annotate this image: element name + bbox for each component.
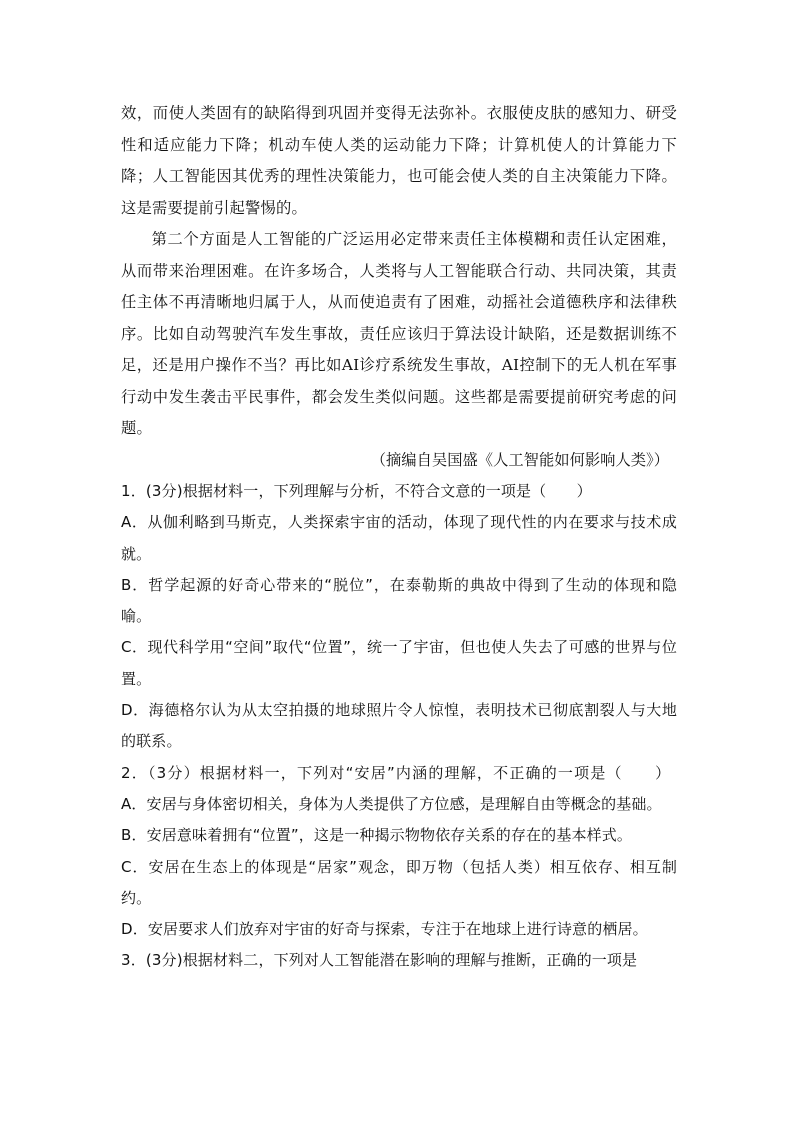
page-content xyxy=(121,98,677,977)
passage-paragraph-2: 第二个方面是人工智能的广泛运用必定带来责任主体模糊和责任认定困难，从而带来治理困难。在许多场合，人类将与人工智能联合行动、共同决策，其责任主体不再清晰地归属于人，从而使追责有了困难，动摇社会道德秩序和法律秩序。比如自动驾驶汽车发生事故，责任应该归于算法设计缺陷，还是数据训练不足，还是用户操作不当？再比如AI诊疗系统发生事故，AI控制下的无人机在军事行动中发生袭击平民事件，都会发生类似问题。这些都是需要提前研究考虑的问题。 xyxy=(121,230,677,437)
question-3 xyxy=(121,945,677,976)
option-d: D．海德格尔认为从太空拍摄的地球照片令人惊惶，表明技术已彻底割裂人与大地的联系。 xyxy=(121,701,677,751)
question-1 xyxy=(121,476,677,758)
option-b: B．安居意味着拥有“位置”，这是一种揭示物物依存关系的存在的基本样式。 xyxy=(121,826,633,845)
option-d: D．安居要求人们放弃对宇宙的好奇与探索，专注于在地球上进行诗意的栖居。 xyxy=(121,920,648,939)
question-stem: 1．(3分)根据材料一，下列理解与分析，不符合文意的一项是（ ） xyxy=(121,482,592,500)
option-c: C．现代科学用“空间”取代“位置”，统一了宇宙，但也使人失去了可感的世界与位置。 xyxy=(121,638,677,688)
option-b: B．哲学起源的好奇心带来的“脱位”，在泰勒斯的典故中得到了生动的体现和隐喻。 xyxy=(121,575,677,626)
question-stem: 3．(3分)根据材料二，下列对人工智能潜在影响的理解与推断，正确的一项是 xyxy=(121,951,638,970)
option-a: A．从伽利略到马斯克，人类探索宇宙的活动，体现了现代性的内在要求与技术成就。 xyxy=(121,513,677,563)
passage-paragraph-1-tail: 效，而使人类固有的缺陷得到巩固并变得无法弥补。衣服使皮肤的感知力、研受性和适应能力下降；机动车使人类的运动能力下降；计算机使人的计算能力下降；人工智能因其优秀的理性决策能力，也可能会使人类的自主决策能力下降。这是需要提前引起警惕的。 xyxy=(121,104,677,217)
option-c: C．安居在生态上的体现是“居家”观念，即万物（包括人类）相互依存、相互制约。 xyxy=(121,857,677,907)
option-a: A．安居与身体密切相关，身体为人类提供了方位感，是理解自由等概念的基础。 xyxy=(121,794,662,813)
question-2 xyxy=(121,758,677,946)
passage-source: （摘编自吴国盛《人工智能如何影响人类》） xyxy=(370,450,669,469)
question-stem: 2．（3分）根据材料一，下列对“安居”内涵的理解，不正确的一项是（ ） xyxy=(121,763,672,782)
